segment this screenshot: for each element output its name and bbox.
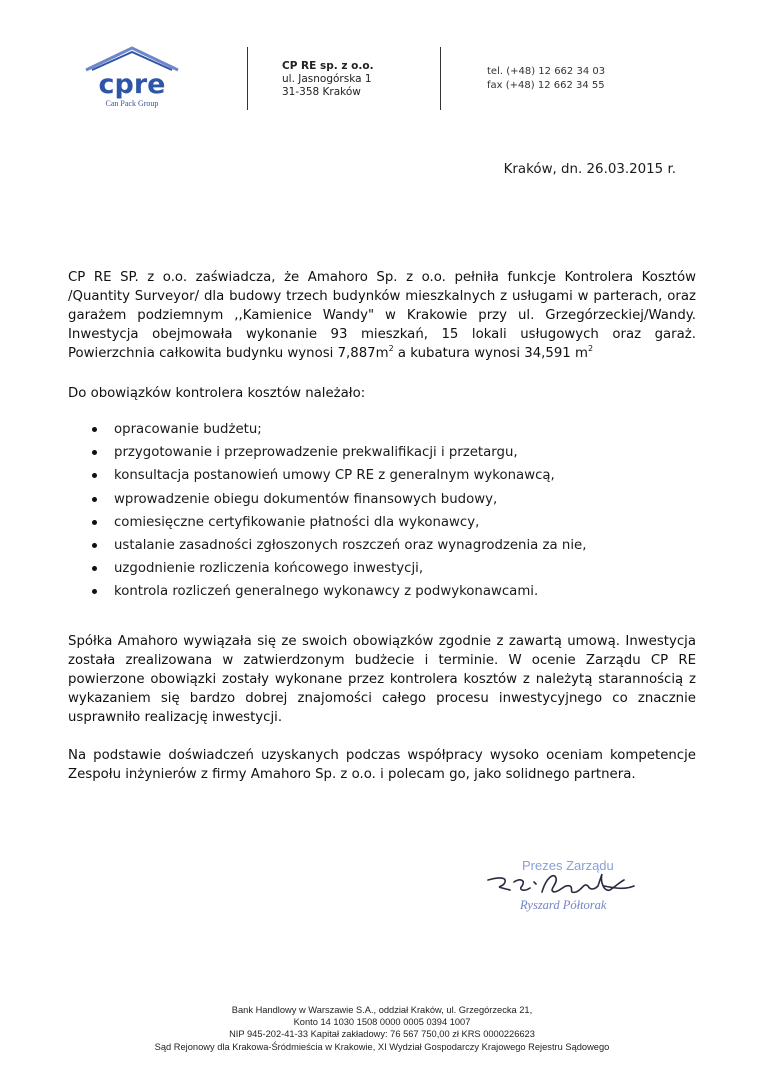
intro-paragraph: [68, 268, 696, 363]
duty-text: wprowadzenie obiegu dokumentów finansowych budowy,: [114, 491, 498, 507]
list-item: [68, 464, 696, 487]
footer-bank: Bank Handlowy w Warszawie S.A., oddział Kraków, ul. Grzegórzecka 21,: [231, 1005, 533, 1015]
duty-text: ustalanie zasadności zgłoszonych roszczeń oraz wynagrodzenia za nie,: [114, 537, 587, 553]
company-city: 31-358 Kraków: [282, 86, 361, 98]
duty-text: comiesięczne certyfikowanie płatności dla wykonawcy,: [114, 514, 480, 530]
bullet-icon: [92, 543, 97, 548]
duties-heading: Do obowiązków kontrolera kosztów należało:: [68, 386, 366, 401]
superscript: 2: [388, 344, 394, 353]
header-divider: [440, 47, 441, 110]
superscript: 2: [587, 344, 594, 353]
list-item: [68, 580, 696, 603]
company-address: [282, 60, 374, 99]
place-date: Kraków, dn. 26.03.2015 r.: [503, 162, 676, 177]
logo-text: cpre: [98, 69, 166, 100]
company-contact: [487, 65, 605, 93]
bullet-icon: [92, 520, 97, 525]
duty-text: kontrola rozliczeń generalnego wykonawcy z podwykonawcami.: [114, 584, 539, 600]
signature-name: Ryszard Półtorak: [520, 898, 607, 912]
list-item: [68, 557, 696, 580]
header-divider: [247, 47, 248, 110]
duty-text: przygotowanie i przeprowadzenie prekwalifikacji i przetargu,: [114, 445, 518, 461]
footer-registration: NIP 945-202-41-33 Kapitał zakładowy: 76 567 750,00 zł KRS 0000226623: [229, 1029, 535, 1040]
signature-title: Prezes Zarządu: [522, 858, 614, 873]
bullet-icon: [92, 497, 97, 502]
company-tel: tel. (+48) 12 662 34 03: [487, 66, 606, 77]
duty-text: uzgodnienie rozliczenia końcowego inwestycji,: [114, 561, 424, 577]
company-name: CP RE sp. z o.o.: [282, 60, 374, 72]
duty-text: konsultacja postanowień umowy CP RE z generalnym wykonawcą,: [114, 468, 555, 484]
bullet-icon: [92, 473, 97, 478]
bullet-icon: [92, 450, 97, 455]
handwritten-signature: [484, 868, 644, 900]
footer: [0, 1004, 764, 1053]
performance-paragraph: Spółka Amahoro wywiązała się ze swoich obowiązków zgodnie z zawartą umową. Inwestycja została zrealizowana w zatwierdzonym budżecie i terminie. W ocenie Zarządu CP RE powierzone obowiązki zostały wykonane przez kontrolera kosztów z należytą starannością z wykazaniem się bardzo dobrej znajomości całego procesu inwestycyjnego co znacznie usprawniło realizację inwestycji.: [68, 634, 696, 725]
list-item: [68, 488, 696, 511]
list-item: [68, 441, 696, 464]
list-item: [68, 534, 696, 557]
house-roof-icon: [80, 44, 184, 104]
company-fax: fax (+48) 12 662 34 55: [487, 80, 605, 91]
list-item: [68, 418, 696, 441]
bullet-icon: [92, 427, 97, 432]
duty-text: opracowanie budżetu;: [114, 422, 262, 437]
recommendation-paragraph: Na podstawie doświadczeń uzyskanych podczas współpracy wysoko oceniam kompetencje Zespołu inżynierów z firmy Amahoro Sp. z o.o. i polecam go, jako solidnego partnera.: [68, 748, 696, 782]
intro-text: CP RE SP. z o.o. zaświadcza, że Amahoro Sp. z o.o. pełniła funkcje Kontrolera Kosztów /Quantity Surveyor/ dla budowy trzech budynków mieszkalnych z usługami w parterach, oraz garażem podziemnym ,,Kamienice Wandy" w Krakowie przy ul. Grzegórzeckiej/Wandy. Inwestycja obejmowała wykonanie 93 mieszkań, 15 lokali usługowych oraz garaż. Powierzchnia całkowita budynku wynosi 7,887m: [68, 270, 696, 361]
duties-list: [68, 418, 696, 604]
company-street: ul. Jasnogórska 1: [282, 73, 372, 85]
bullet-icon: [92, 589, 97, 594]
bullet-icon: [92, 566, 97, 571]
list-item: [68, 511, 696, 534]
footer-account: Konto 14 1030 1508 0000 0005 0394 1007: [293, 1017, 471, 1028]
intro-text: a kubatura wynosi 34,591 m: [393, 346, 588, 361]
logo-subtitle: Can Pack Group: [105, 99, 159, 108]
footer-court: Sąd Rejonowy dla Krakowa-Śródmieścia w Krakowie, XI Wydział Gospodarczy Krajowego Rejestru Sądowego: [154, 1041, 610, 1052]
